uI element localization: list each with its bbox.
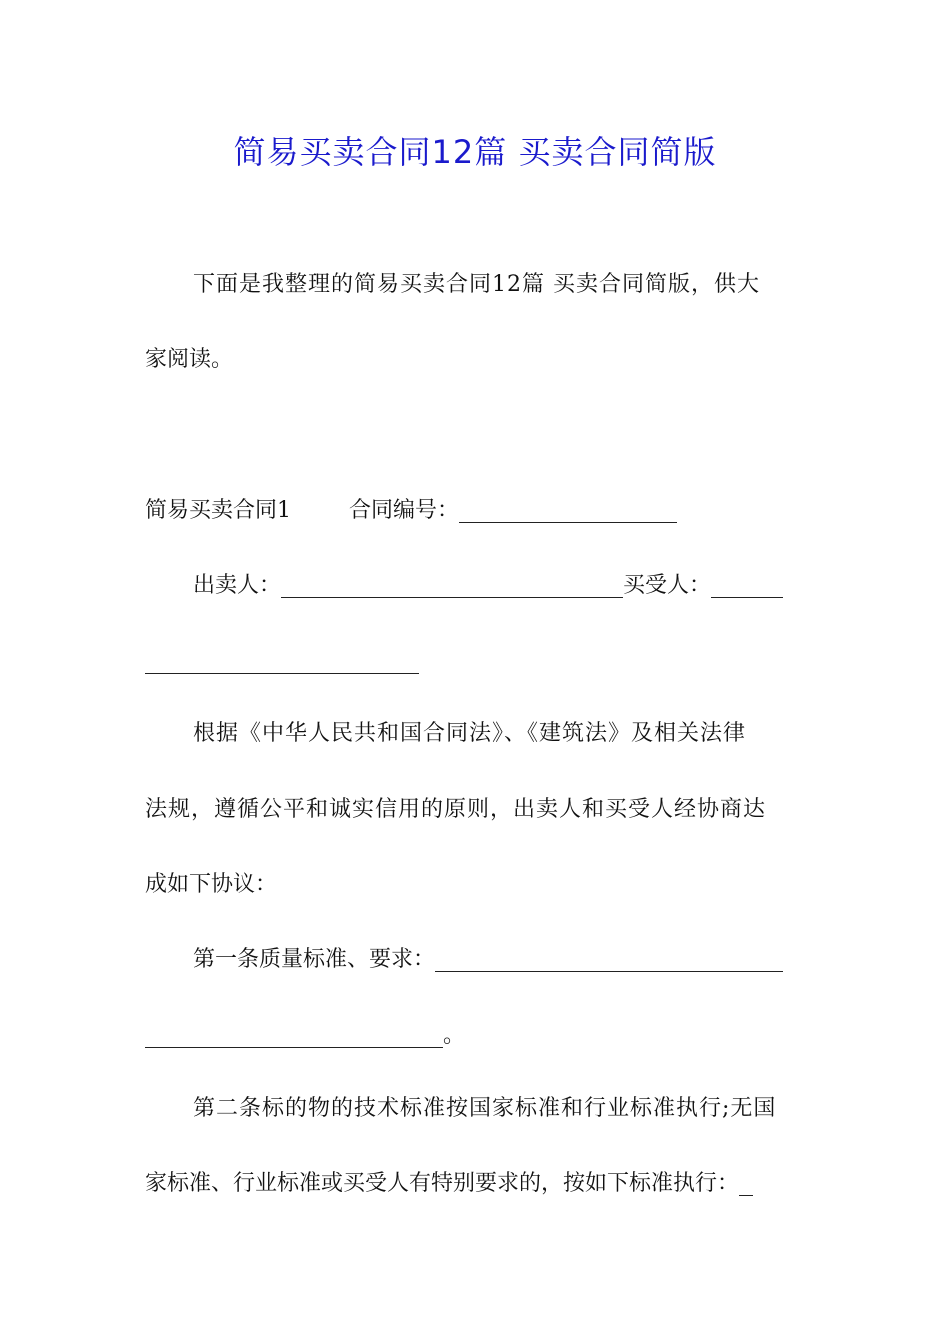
seller-label: 出卖人： xyxy=(193,573,282,598)
article1-blank xyxy=(435,970,783,972)
contract-number-blank xyxy=(459,521,677,523)
intro-line-1: 下面是我整理的简易买卖合同12篇 买卖合同简版，供大 xyxy=(193,272,760,297)
article1-blank-continued xyxy=(145,1046,443,1048)
seller-blank xyxy=(281,596,623,598)
intro-line-2: 家阅读。 xyxy=(145,347,234,372)
contract-number-label: 合同编号： xyxy=(349,498,460,523)
contract-heading: 简易买卖合同1 xyxy=(145,498,291,523)
article2-line-2 xyxy=(145,1164,810,1204)
article2-line-1: 第二条标的物的技术标准按国家标准和行业标准执行;无国 xyxy=(193,1096,777,1121)
document-title: 简易买卖合同12篇 买卖合同简版 xyxy=(233,133,717,171)
article1-line xyxy=(145,940,810,980)
article1-continuation-line xyxy=(145,1016,810,1056)
basis-line-3: 成如下协议： xyxy=(145,872,278,897)
article1-end: 。 xyxy=(443,1023,466,1048)
buyer-continuation-line xyxy=(145,642,810,682)
buyer-blank-continued xyxy=(145,672,419,674)
parties-line xyxy=(145,566,810,606)
basis-line-1: 根据《中华人民共和国合同法》、《建筑法》及相关法律 xyxy=(193,721,747,746)
contract-header-line xyxy=(145,491,810,531)
article1-label: 第一条质量标准、要求： xyxy=(193,947,436,972)
article2-text: 家标准、行业标准或买受人有特别要求的，按如下标准执行： xyxy=(145,1171,740,1196)
buyer-label: 买受人： xyxy=(623,573,712,598)
article2-blank xyxy=(739,1194,753,1196)
buyer-blank xyxy=(711,596,783,598)
basis-line-2: 法规，遵循公平和诚实信用的原则，出卖人和买受人经协商达 xyxy=(145,797,767,822)
